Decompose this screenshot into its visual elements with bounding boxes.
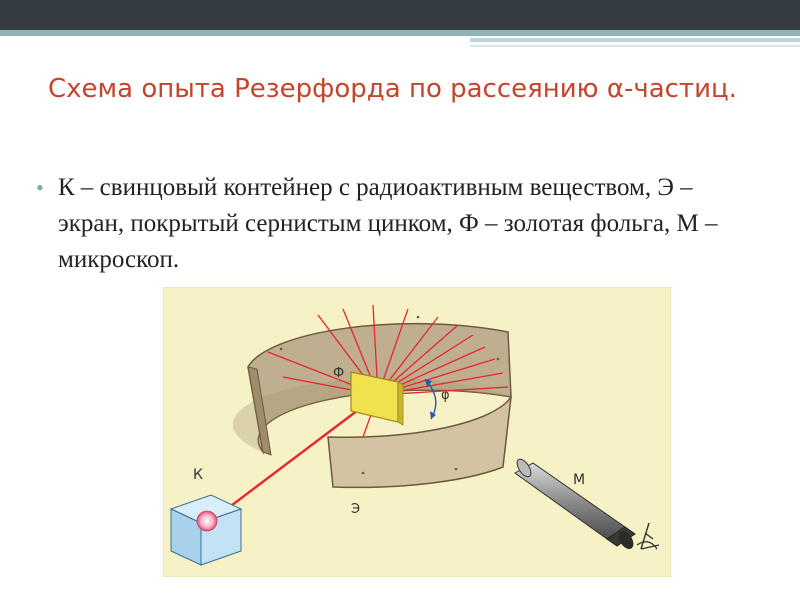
bullet-icon: • <box>36 175 44 200</box>
label-container: К <box>193 467 203 483</box>
diagram-svg <box>163 287 671 577</box>
label-foil: Ф <box>333 366 345 381</box>
top-bar <box>0 0 800 30</box>
accent-stripe-thin <box>470 38 800 42</box>
slide-title: Схема опыта Резерфорда по рассеянию α-частиц. <box>48 74 737 104</box>
gold-foil-edge <box>398 382 403 425</box>
label-screen: Э <box>351 502 361 517</box>
rutherford-diagram <box>163 287 671 577</box>
lead-container <box>171 495 241 565</box>
accent-stripe <box>0 30 800 36</box>
bullet-item <box>36 170 758 278</box>
label-angle: φ <box>441 388 450 403</box>
bullet-text: К – свинцовый контейнер с радиоактивным веществом, Э – экран, покрытый сернистым цинком, Ф – золотая фольга, М – микроскоп. <box>58 174 718 273</box>
label-microscope: М <box>573 472 586 488</box>
accent-stripe-thinner <box>470 45 800 47</box>
